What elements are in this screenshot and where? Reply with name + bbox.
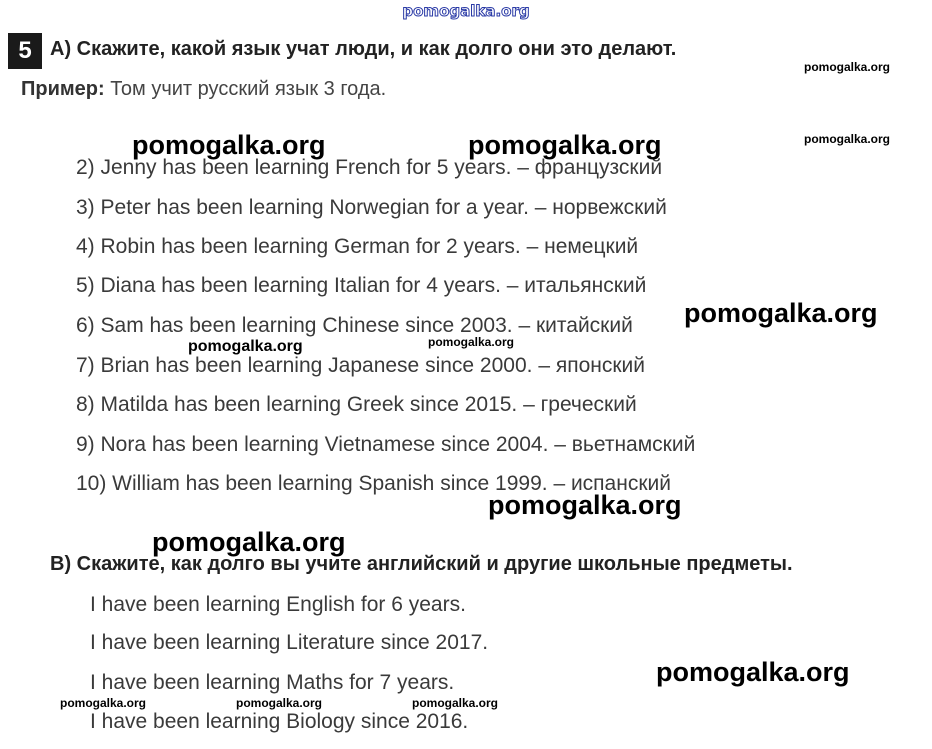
- example-label: Пример:: [21, 78, 105, 100]
- watermark: pomogalka.org: [412, 696, 499, 710]
- section-a-item-3: 3) Peter has been learning Norwegian for a year. – норвежский: [76, 196, 667, 219]
- watermark: pomogalka.org: [684, 298, 878, 328]
- section-a-item-9: 9) Nora has been learning Vietnamese since 2004. – вьетнамский: [76, 433, 696, 456]
- section-b-item-1: I have been learning English for 6 years.: [90, 593, 466, 616]
- task-number-badge: 5: [8, 33, 42, 69]
- section-b-item-4: I have been learning Biology since 2016.: [90, 710, 469, 733]
- watermark: pomogalka.org: [236, 696, 323, 710]
- section-a-item-4: 4) Robin has been learning German for 2 years. – немецкий: [76, 235, 639, 258]
- section-a-item-6: 6) Sam has been learning Chinese since 2003. – китайский: [76, 314, 633, 337]
- section-b-item-3: I have been learning Maths for 7 years.: [90, 671, 455, 694]
- section-a-item-7: 7) Brian has been learning Japanese since 2000. – японский: [76, 354, 645, 377]
- watermark: pomogalka.org: [132, 130, 326, 160]
- section-b-heading: В) Скажите, как долго вы учите английский и другие школьные предметы.: [50, 553, 793, 575]
- example-text: Том учит русский язык 3 года.: [110, 78, 387, 100]
- watermark: pomogalka.org: [804, 132, 891, 146]
- section-a-item-10: 10) William has been learning Spanish since 1999. – испанский: [76, 472, 671, 495]
- example-line: [21, 78, 386, 101]
- watermark: pomogalka.org: [60, 696, 147, 710]
- watermark: pomogalka.org: [804, 60, 891, 74]
- section-a-item-2: 2) Jenny has been learning French for 5 years. – французский: [76, 156, 663, 179]
- watermark: pomogalka.org: [468, 130, 662, 160]
- section-a-item-5: 5) Diana has been learning Italian for 4 years. – итальянский: [76, 274, 647, 297]
- watermark: pomogalka.org: [488, 490, 682, 520]
- section-a-item-8: 8) Matilda has been learning Greek since 2015. – греческий: [76, 393, 637, 416]
- watermark: pomogalka.org: [188, 338, 303, 355]
- watermark: pomogalka.org: [428, 335, 515, 349]
- watermark: pomogalka.org: [152, 527, 346, 557]
- header-watermark[interactable]: pomogalka.org: [402, 2, 530, 20]
- watermark: pomogalka.org: [656, 657, 850, 687]
- section-b-item-2: I have been learning Literature since 2017.: [90, 631, 489, 654]
- section-a-heading: А) Скажите, какой язык учат люди, и как долго они это делают.: [50, 38, 677, 60]
